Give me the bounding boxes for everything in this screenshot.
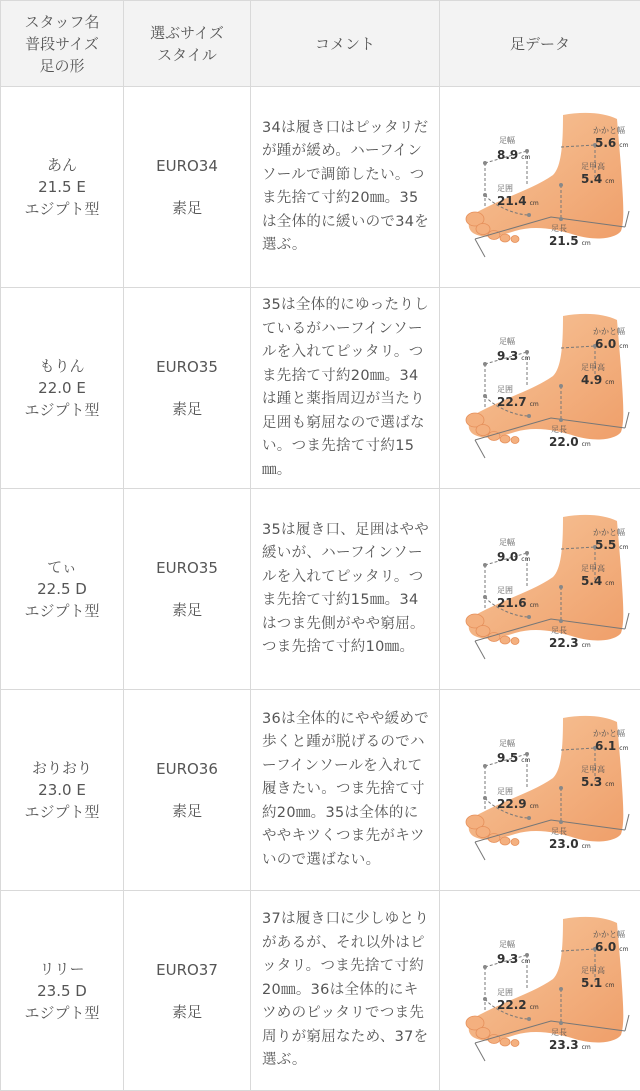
size-cell — [124, 690, 251, 891]
width-label: 足幅 — [499, 337, 515, 346]
usual-size: 22.5 D — [37, 580, 87, 598]
instep-label: 足甲高 — [581, 765, 605, 774]
foot-diagram — [445, 911, 635, 1071]
heel-width-value: 6.0 cm — [595, 939, 629, 954]
usual-size: 22.0 E — [38, 379, 86, 397]
heel-width-label: かかと幅 — [593, 327, 625, 336]
staff-name: リリー — [39, 959, 85, 978]
foot-data-cell — [440, 288, 640, 489]
chosen-size: EURO36 — [156, 760, 218, 778]
header-foot-data: 足データ — [440, 1, 640, 87]
staff-cell — [1, 891, 124, 1091]
toe-icon — [511, 236, 519, 243]
instep-label: 足甲高 — [581, 564, 605, 573]
foot-shape: エジプト型 — [24, 200, 100, 218]
width-value: 9.5 cm — [497, 751, 531, 765]
foot-data-cell — [440, 489, 640, 690]
girth-label: 足囲 — [497, 184, 513, 193]
style: 素足 — [171, 1002, 202, 1021]
staff-name: てぃ — [47, 558, 77, 576]
staff-cell — [1, 489, 124, 690]
length-value: 23.0 cm — [549, 837, 591, 851]
chosen-size: EURO35 — [156, 559, 218, 577]
girth-value: 22.9 cm — [497, 797, 539, 811]
width-label: 足幅 — [499, 136, 515, 145]
width-value: 8.9 cm — [497, 148, 531, 162]
table-row — [1, 891, 640, 1091]
toe-icon — [511, 839, 519, 846]
toe-icon — [511, 437, 519, 444]
staff-name: もりん — [39, 357, 85, 375]
foot-shape: エジプト型 — [24, 401, 100, 419]
table-row — [1, 489, 640, 690]
width-value: 9.3 cm — [497, 349, 531, 363]
foot-shape: エジプト型 — [24, 602, 100, 620]
length-label: 足長 — [551, 425, 567, 434]
girth-value: 22.7 cm — [497, 395, 539, 409]
toe-icon — [500, 837, 510, 845]
staff-name: あん — [46, 156, 77, 174]
foot-data-cell — [440, 690, 640, 891]
toe-icon — [476, 1027, 490, 1038]
length-value: 21.5 cm — [549, 234, 591, 248]
table-row — [1, 690, 640, 891]
length-label: 足長 — [551, 1027, 567, 1037]
comment-cell: 35は履き口、足囲はやや緩いが、ハーフインソールを入れてピッタリ。つま先捨て寸約15㎜。34はつま先側がやや窮屈。つま先捨て寸約10㎜。 — [251, 489, 440, 690]
toe-icon — [511, 1039, 519, 1046]
staff-name: おりおり — [31, 759, 92, 777]
girth-label: 足囲 — [497, 586, 513, 595]
toe-icon — [500, 1038, 510, 1046]
length-value: 22.0 cm — [549, 435, 591, 449]
header-size: 選ぶサイズ スタイル — [124, 1, 251, 87]
foot-diagram — [445, 308, 635, 468]
table-row — [1, 288, 640, 489]
heel-width-label: かかと幅 — [593, 528, 625, 537]
toe-icon — [476, 425, 490, 436]
chosen-size: EURO37 — [156, 960, 218, 979]
girth-label: 足囲 — [497, 787, 513, 796]
width-label: 足幅 — [499, 538, 515, 547]
style: 素足 — [171, 802, 202, 820]
size-cell — [124, 288, 251, 489]
length-value: 23.3 cm — [549, 1037, 591, 1052]
heel-width-label: かかと幅 — [593, 729, 625, 738]
instep-label: 足甲高 — [581, 162, 605, 171]
width-label: 足幅 — [499, 939, 515, 949]
toe-icon — [500, 636, 510, 644]
comment-cell: 36は全体的にやや緩めで歩くと踵が脱げるのでハーフインソールを入れて履きたい。つま先捨て寸約20㎜。35は全体的にややキツくつま先がキツいので選ばない。 — [251, 690, 440, 891]
size-cell — [124, 891, 251, 1091]
length-label: 足長 — [551, 827, 567, 836]
girth-value: 22.2 cm — [497, 997, 539, 1012]
table-row — [1, 87, 640, 288]
length-value: 22.3 cm — [549, 636, 591, 650]
width-value: 9.3 cm — [497, 951, 531, 966]
size-cell — [124, 489, 251, 690]
toe-icon — [500, 435, 510, 443]
style: 素足 — [171, 199, 202, 217]
instep-value: 5.1 cm — [581, 975, 615, 990]
girth-value: 21.4 cm — [497, 194, 539, 208]
header-staff: スタッフ名 普段サイズ 足の形 — [1, 1, 124, 87]
heel-width-value: 6.1 cm — [595, 739, 629, 753]
foot-diagram — [445, 509, 635, 669]
length-label: 足長 — [551, 224, 567, 233]
comment-cell: 34は履き口はピッタリだが踵が緩め。ハーフインソールで調節したい。つま先捨て寸約20㎜。35は全体的に緩いので34を選ぶ。 — [251, 87, 440, 288]
heel-width-label: かかと幅 — [593, 929, 625, 939]
foot-diagram — [445, 107, 635, 267]
toe-icon — [500, 234, 510, 242]
usual-size: 21.5 E — [38, 178, 86, 196]
width-value: 9.0 cm — [497, 550, 531, 564]
staff-cell — [1, 690, 124, 891]
instep-value: 5.4 cm — [581, 172, 615, 186]
comment-cell: 35は全体的にゆったりしているがハーフインソールを入れてピッタリ。つま先捨て寸約20㎜。34は踵と薬指周辺が当たり足囲も窮屈なので選ばない。つま先捨て寸約15㎜。 — [251, 288, 440, 489]
staff-cell — [1, 288, 124, 489]
toe-icon — [511, 638, 519, 645]
instep-value: 5.4 cm — [581, 574, 615, 588]
header-comment: コメント — [251, 1, 440, 87]
chosen-size: EURO35 — [156, 358, 218, 376]
foot-data-cell — [440, 891, 640, 1091]
toe-icon — [476, 827, 490, 838]
instep-value: 4.9 cm — [581, 373, 615, 387]
instep-label: 足甲高 — [581, 363, 605, 372]
heel-width-value: 5.6 cm — [595, 136, 629, 150]
header-row — [1, 1, 640, 87]
chosen-size: EURO34 — [156, 157, 218, 175]
length-label: 足長 — [551, 626, 567, 635]
width-label: 足幅 — [499, 739, 515, 748]
heel-width-value: 5.5 cm — [595, 538, 629, 552]
foot-data-cell — [440, 87, 640, 288]
foot-shape: エジプト型 — [24, 803, 100, 821]
girth-label: 足囲 — [497, 987, 513, 997]
toe-icon — [476, 224, 490, 235]
instep-value: 5.3 cm — [581, 775, 615, 789]
toe-icon — [476, 626, 490, 637]
instep-label: 足甲高 — [581, 965, 605, 975]
staff-cell — [1, 87, 124, 288]
size-cell — [124, 87, 251, 288]
heel-width-label: かかと幅 — [593, 126, 625, 135]
heel-width-value: 6.0 cm — [595, 337, 629, 351]
style: 素足 — [171, 400, 202, 418]
usual-size: 23.5 D — [37, 981, 87, 1000]
foot-diagram — [445, 710, 635, 870]
style: 素足 — [171, 601, 202, 619]
girth-value: 21.6 cm — [497, 596, 539, 610]
girth-label: 足囲 — [497, 385, 513, 394]
comment-cell: 37は履き口に少しゆとりがあるが、それ以外はピッタリ。つま先捨て寸約20㎜。36は全体的にキツめのピッタリでつま先周りが窮屈なため、37を選ぶ。 — [251, 891, 440, 1091]
usual-size: 23.0 E — [38, 781, 86, 799]
foot-shape: エジプト型 — [24, 1003, 100, 1022]
